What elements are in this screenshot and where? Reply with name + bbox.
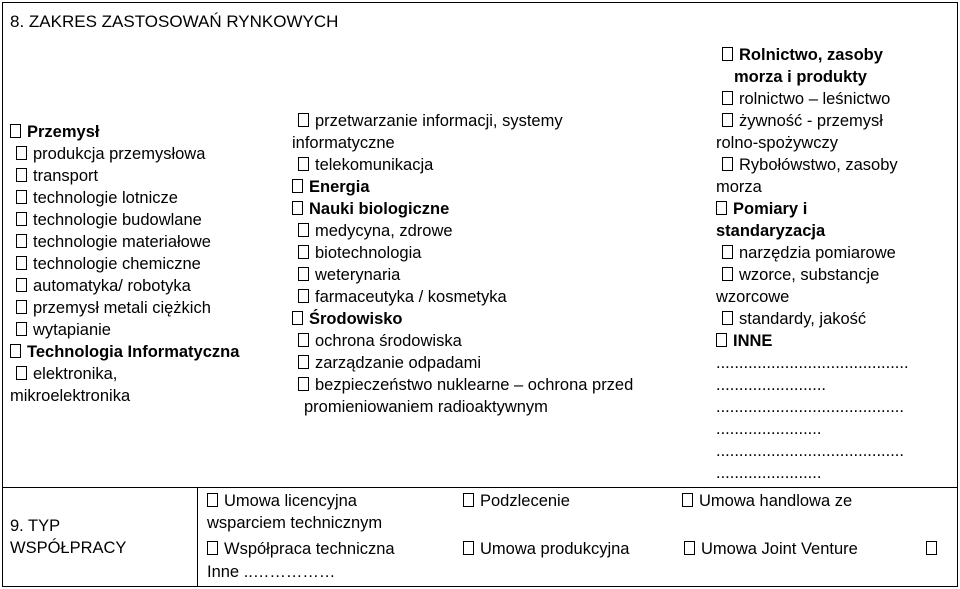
option-label: Umowa Joint Venture — [701, 540, 858, 558]
list-item[interactable] — [716, 242, 909, 264]
checkbox[interactable] — [716, 201, 727, 215]
list-item — [10, 385, 239, 407]
list-item[interactable] — [10, 209, 239, 231]
checkbox[interactable] — [463, 493, 474, 507]
list-item-label: promieniowaniem radioaktywnym — [304, 398, 548, 416]
list-item-label: elektronika, — [33, 365, 118, 383]
list-item-label: automatyka/ robotyka — [33, 277, 191, 295]
checkbox[interactable] — [16, 168, 27, 182]
list-item-label: Środowisko — [309, 310, 403, 328]
option-podzlecenie[interactable] — [463, 490, 570, 512]
checkbox[interactable] — [722, 311, 733, 325]
list-item-label: morza — [716, 178, 762, 196]
checkbox[interactable] — [298, 245, 309, 259]
option-label: Umowa produkcyjna — [480, 540, 630, 558]
list-item[interactable] — [292, 308, 633, 330]
list-item-label: wzorce, substancje — [739, 266, 880, 284]
option-umowa-handlowa[interactable] — [682, 490, 852, 512]
list-item-label: morza i produkty — [734, 68, 867, 86]
list-item[interactable] — [10, 297, 239, 319]
list-item[interactable] — [716, 264, 909, 286]
list-item[interactable] — [10, 253, 239, 275]
list-item-label: bezpieczeństwo nuklearne – ochrona przed — [315, 376, 634, 394]
list-item-label: technologie chemiczne — [33, 255, 201, 273]
list-item-label: żywność - przemysł — [739, 112, 883, 130]
checkbox[interactable] — [207, 541, 218, 555]
list-item-label: Rybołówstwo, zasoby — [739, 156, 898, 174]
option-label: Podzlecenie — [480, 492, 570, 510]
option-umowa-licencyjna[interactable] — [207, 490, 357, 512]
option-label: Umowa handlowa ze — [699, 492, 853, 510]
list-item-label: ......................................... — [716, 442, 904, 460]
list-item — [716, 418, 909, 440]
market-column-3 — [716, 44, 909, 484]
list-item — [716, 176, 909, 198]
list-item[interactable] — [716, 110, 909, 132]
option-label: Umowa licencyjna — [224, 492, 357, 510]
checkbox[interactable] — [684, 541, 695, 555]
checkbox[interactable] — [292, 311, 303, 325]
section-divider — [2, 487, 958, 488]
list-item — [716, 374, 909, 396]
checkbox[interactable] — [926, 541, 937, 555]
option-label: Współpraca techniczna — [224, 540, 395, 558]
list-item-label: farmaceutyka / kosmetyka — [315, 288, 507, 306]
list-item-label: Energia — [309, 178, 370, 196]
list-item-label: wytapianie — [33, 321, 111, 339]
checkbox[interactable] — [722, 91, 733, 105]
list-item-label: rolno-spożywczy — [716, 134, 838, 152]
checkbox[interactable] — [16, 146, 27, 160]
list-item-label: ........................ — [716, 376, 827, 394]
list-item[interactable] — [10, 143, 239, 165]
list-item-label: Technologia Informatyczna — [27, 343, 240, 361]
checkbox[interactable] — [682, 493, 693, 507]
option-umowa-produkcyjna[interactable] — [463, 538, 629, 560]
market-column-1 — [10, 121, 239, 407]
checkbox[interactable] — [16, 256, 27, 270]
checkbox[interactable] — [292, 201, 303, 215]
list-item[interactable] — [292, 220, 633, 242]
checkbox[interactable] — [298, 267, 309, 281]
list-item-label: przemysł metali ciężkich — [33, 299, 211, 317]
list-item[interactable] — [716, 154, 909, 176]
list-item[interactable] — [10, 341, 239, 363]
checkbox[interactable] — [722, 267, 733, 281]
list-item — [716, 352, 909, 374]
list-item[interactable] — [292, 242, 633, 264]
checkbox[interactable] — [298, 157, 309, 171]
list-item[interactable] — [10, 363, 239, 385]
list-item — [716, 132, 909, 154]
list-item[interactable] — [292, 198, 633, 220]
list-item-label: transport — [33, 167, 99, 185]
list-item[interactable] — [292, 176, 633, 198]
list-item[interactable] — [292, 286, 633, 308]
checkbox[interactable] — [10, 124, 21, 138]
checkbox[interactable] — [722, 245, 733, 259]
list-item-label: Przemysł — [27, 123, 100, 141]
option-joint-venture[interactable] — [684, 538, 858, 560]
list-item — [716, 440, 909, 462]
list-item[interactable] — [716, 88, 909, 110]
section-8-title: 8. ZAKRES ZASTOSOWAŃ RYNKOWYCH — [10, 12, 339, 31]
list-item[interactable] — [716, 330, 909, 352]
list-item[interactable] — [10, 231, 239, 253]
list-item-label: ochrona środowiska — [315, 332, 462, 350]
list-item-label: Pomiary i — [733, 200, 808, 218]
list-item[interactable] — [10, 319, 239, 341]
list-item-label: medycyna, zdrowe — [315, 222, 453, 240]
list-item-label: przetwarzanie informacji, systemy — [315, 112, 563, 130]
checkbox[interactable] — [716, 333, 727, 347]
list-item-label: biotechnologia — [315, 244, 422, 262]
section-9-title-line2: WSPÓŁPRACY — [10, 539, 127, 557]
checkbox[interactable] — [722, 157, 733, 171]
list-item-label: .......................................... — [716, 354, 909, 372]
checkbox[interactable] — [298, 113, 309, 127]
list-item — [716, 220, 909, 242]
option-inne[interactable] — [926, 538, 943, 560]
checkbox[interactable] — [298, 289, 309, 303]
list-item-label: telekomunikacja — [315, 156, 434, 174]
checkbox[interactable] — [298, 377, 309, 391]
list-item-label: technologie budowlane — [33, 211, 202, 229]
list-item[interactable] — [292, 374, 633, 396]
checkbox[interactable] — [292, 179, 303, 193]
market-column-2 — [292, 110, 633, 418]
list-item[interactable] — [292, 330, 633, 352]
list-item-label: ....................... — [716, 464, 822, 482]
checkbox[interactable] — [207, 493, 218, 507]
cooperation-label-divider — [197, 487, 198, 587]
list-item-label: narzędzia pomiarowe — [739, 244, 896, 262]
list-item[interactable] — [716, 44, 909, 66]
checkbox[interactable] — [16, 278, 27, 292]
list-item[interactable] — [10, 187, 239, 209]
list-item-label: weterynaria — [315, 266, 401, 284]
list-item-label: produkcja przemysłowa — [33, 145, 206, 163]
list-item — [716, 66, 909, 88]
list-item — [716, 462, 909, 484]
checkbox[interactable] — [298, 223, 309, 237]
list-item-label: Nauki biologiczne — [309, 200, 450, 218]
list-item[interactable] — [10, 275, 239, 297]
checkbox[interactable] — [722, 47, 733, 61]
option-wspolpraca-techniczna[interactable] — [207, 538, 395, 560]
list-item-label: Rolnictwo, zasoby — [739, 46, 883, 64]
list-item[interactable] — [292, 110, 633, 132]
list-item-label: INNE — [733, 332, 773, 350]
option-licencyjna-continuation: wsparciem technicznym — [207, 514, 383, 532]
list-item-label: informatyczne — [292, 134, 395, 152]
list-item[interactable] — [10, 165, 239, 187]
checkbox[interactable] — [10, 344, 21, 358]
list-item[interactable] — [10, 121, 239, 143]
section-9-title — [10, 515, 126, 559]
list-item[interactable] — [292, 154, 633, 176]
checkbox[interactable] — [16, 234, 27, 248]
list-item[interactable] — [716, 198, 909, 220]
list-item-label: technologie lotnicze — [33, 189, 178, 207]
list-item-label: standaryzacja — [716, 222, 826, 240]
option-inne-label: Inne ..…………… — [207, 563, 336, 581]
checkbox[interactable] — [298, 333, 309, 347]
checkbox[interactable] — [16, 212, 27, 226]
section-9-title-line1: 9. TYP — [10, 517, 61, 535]
list-item-label: technologie materiałowe — [33, 233, 211, 251]
checkbox[interactable] — [16, 190, 27, 204]
list-item — [716, 286, 909, 308]
list-item — [292, 396, 633, 418]
checkbox[interactable] — [298, 355, 309, 369]
list-item-label: zarządzanie odpadami — [315, 354, 482, 372]
checkbox[interactable] — [722, 113, 733, 127]
list-item-label: ....................... — [716, 420, 822, 438]
list-item-label: standardy, jakość — [739, 310, 867, 328]
list-item-label: mikroelektronika — [10, 387, 131, 405]
list-item[interactable] — [716, 308, 909, 330]
list-item-label: rolnictwo – leśnictwo — [739, 90, 891, 108]
checkbox[interactable] — [16, 322, 27, 336]
list-item — [292, 132, 633, 154]
checkbox[interactable] — [463, 541, 474, 555]
checkbox[interactable] — [16, 366, 27, 380]
list-item — [716, 396, 909, 418]
list-item[interactable] — [292, 352, 633, 374]
list-item-label: wzorcowe — [716, 288, 790, 306]
list-item-label: ......................................... — [716, 398, 904, 416]
checkbox[interactable] — [16, 300, 27, 314]
list-item[interactable] — [292, 264, 633, 286]
